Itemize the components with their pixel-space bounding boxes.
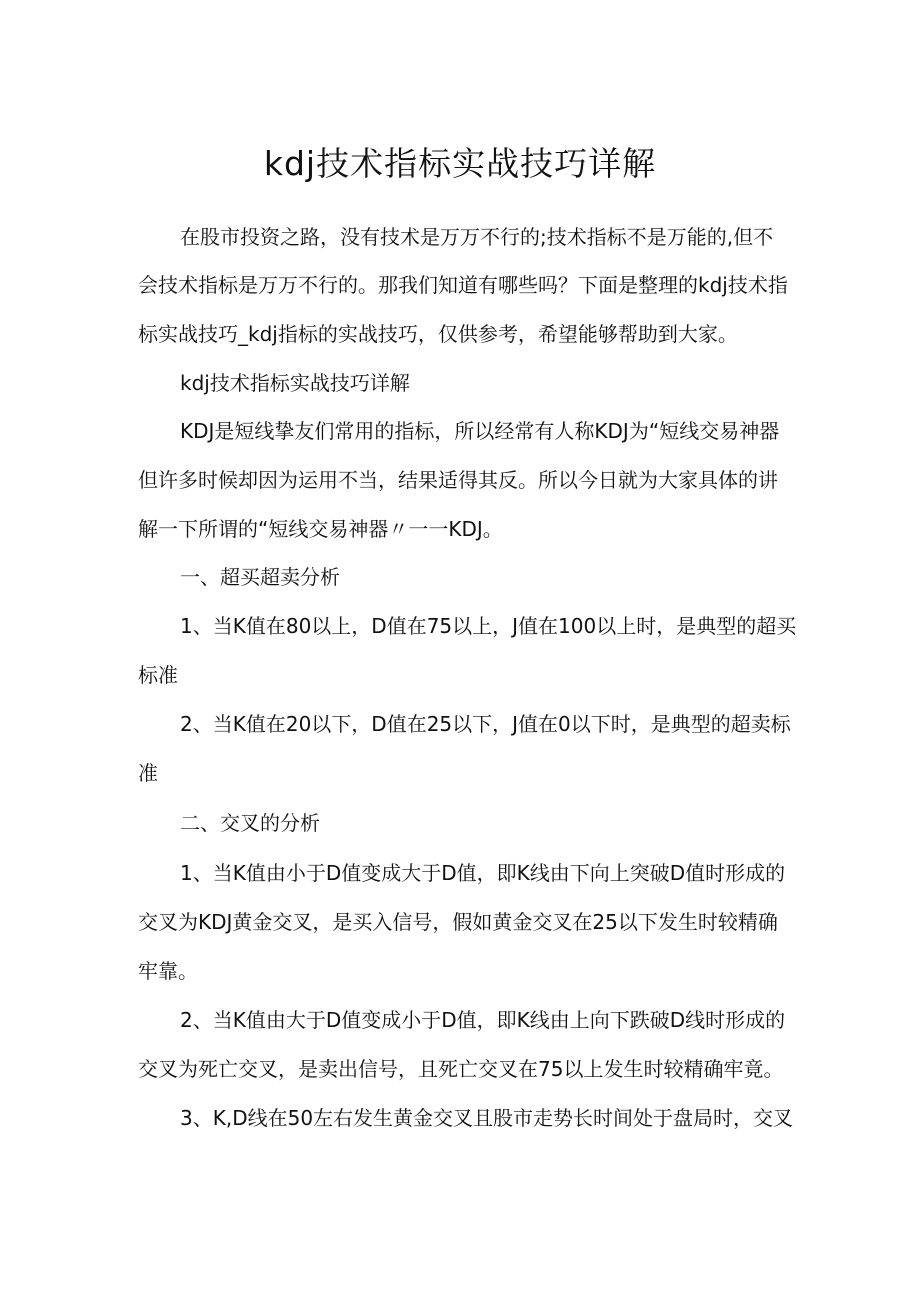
- section-heading: 二、交叉的分析: [180, 811, 320, 835]
- paragraph-line: 准: [138, 761, 158, 785]
- paragraph-line: 牢靠。: [138, 959, 198, 983]
- paragraph-line: 在股市投资之路，没有技术是万万不行的;技术指标不是万能的,但不: [180, 225, 774, 249]
- section-heading: 一、超买超卖分析: [180, 565, 340, 589]
- section-heading: kdj技术指标实战技巧详解: [180, 371, 410, 395]
- paragraph-line: 交叉为死亡交叉，是卖出信号，且死亡交叉在75以上发生时较精确牢竟。: [138, 1057, 784, 1081]
- document-title: kdj技术指标实战技巧详解: [263, 144, 657, 183]
- paragraph-line: 标实战技巧_kdj指标的实战技巧，仅供参考，希望能够帮助到大家。: [138, 322, 738, 346]
- paragraph-line: 1、当K值由小于D值变成大于D值，即K线由下向上突破D值时形成的: [180, 861, 786, 885]
- paragraph-line: 2、当K值在20以下，D值在25以下，J值在0以下时，是典型的超卖标: [180, 712, 791, 736]
- paragraph-line: 会技术指标是万万不行的。那我们知道有哪些吗？下面是整理的kdj技术指: [138, 273, 788, 297]
- paragraph-line: KDJ是短线挚友们常用的指标，所以经常有人称KDJ为“短线交易神器: [180, 419, 780, 443]
- paragraph-line: 2、当K值由大于D值变成小于D值，即K线由上向下跌破D线时形成的: [180, 1008, 786, 1032]
- paragraph-line: 解一下所谓的“短线交易神器〃一一KDJ。: [138, 517, 503, 541]
- paragraph-line: 3、K,D线在50左右发生黄金交叉且股市走势长时间处于盘局时，交叉: [180, 1106, 794, 1130]
- paragraph-line: 但许多时候却因为运用不当，结果适得其反。所以今日就为大家具体的讲: [138, 468, 778, 492]
- paragraph-line: 1、当K值在80以上，D值在75以上，J值在100以上时，是典型的超买: [180, 614, 797, 638]
- paragraph-line: 交叉为KDJ黄金交叉，是买入信号，假如黄金交叉在25以下发生时较精确: [138, 910, 778, 934]
- paragraph-line: 标准: [138, 663, 178, 687]
